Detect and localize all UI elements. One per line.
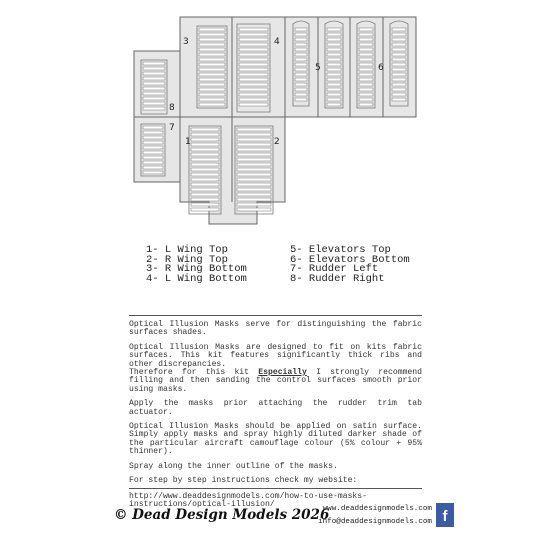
- mask-rib-stripe: [359, 63, 373, 66]
- mask-rib-stripe: [143, 136, 163, 139]
- mask-rib-stripe: [295, 93, 307, 96]
- mask-rib-stripe: [239, 98, 268, 101]
- mask-rib-stripe: [199, 93, 225, 96]
- divider-bottom: [129, 488, 422, 489]
- mask-rib-stripe: [143, 87, 165, 90]
- instruction-paragraph: For step by step instructions check my website:: [129, 476, 358, 486]
- mask-rib-stripe: [191, 188, 219, 191]
- mask-rib-stripe: [191, 203, 219, 206]
- instruction-text: I strongly recommend filling and then sanding the control surfaces smooth prior using masks.: [129, 368, 423, 394]
- mask-rib-stripe: [295, 53, 307, 56]
- mask-rib-stripe: [199, 73, 225, 76]
- mask-rib-stripe: [359, 83, 373, 86]
- mask-rib-stripe: [237, 173, 271, 176]
- mask-rib-stripe: [239, 63, 268, 66]
- mask-rib-stripe: [327, 103, 341, 106]
- mask-rib-stripe: [392, 73, 406, 76]
- mask-rib-stripe: [143, 151, 163, 154]
- mask-rib-stripe: [143, 67, 165, 70]
- mask-rib-stripe: [143, 107, 165, 110]
- brand-copyright: © Dead Design Models 2026: [114, 507, 330, 523]
- mask-rib-stripe: [327, 83, 341, 86]
- mask-rib-stripe: [191, 193, 219, 196]
- mask-rib-stripe: [237, 183, 271, 186]
- mask-rib-stripe: [295, 58, 307, 61]
- mask-rib-stripe: [143, 166, 163, 169]
- mask-rib-stripe: [327, 28, 341, 31]
- mask-rib-stripe: [392, 83, 406, 86]
- legend-item: 6- Elevators Bottom: [290, 253, 410, 266]
- mask-rib-stripe: [199, 58, 225, 61]
- mask-rib-stripe: [143, 146, 163, 149]
- mask-rib-stripe: [239, 58, 268, 61]
- legend-item: 7- Rudder Left: [290, 263, 379, 276]
- mask-rib-stripe: [143, 126, 163, 129]
- mask-rib-stripe: [327, 43, 341, 46]
- mask-rib-stripe: [359, 78, 373, 81]
- mask-rib-stripe: [359, 53, 373, 56]
- facebook-icon[interactable]: f: [436, 503, 454, 527]
- mask-rib-stripe: [143, 156, 163, 159]
- mask-rib-stripe: [327, 93, 341, 96]
- mask-rib-stripe: [327, 98, 341, 101]
- mask-rib-stripe: [143, 141, 163, 144]
- instruction-paragraph: Spray along the inner outline of the masks.: [129, 461, 338, 471]
- mask-rib-stripe: [359, 98, 373, 101]
- legend-column-right: [290, 246, 440, 284]
- panel-number-8: 8: [169, 103, 175, 113]
- legend-item: 3- R Wing Bottom: [146, 263, 247, 276]
- instruction-paragraph: [129, 344, 422, 394]
- mask-rib-stripe: [199, 83, 225, 86]
- mask-rib-stripe: [143, 92, 165, 95]
- mask-rib-stripe: [359, 88, 373, 91]
- mask-rib-stripe: [392, 63, 406, 66]
- mask-rib-stripe: [239, 78, 268, 81]
- mask-rib-stripe: [295, 33, 307, 36]
- mask-rib-stripe: [392, 78, 406, 81]
- mask-rib-stripe: [239, 28, 268, 31]
- mask-rib-stripe: [237, 203, 271, 206]
- instruction-paragraph: Optical Illusion Masks should be applied on satin surface. Simply apply masks and spray highly diluted darker shade of the particular aircraft camouflage colour (5% colour + 95% thinner).: [129, 422, 422, 457]
- legend-item: 8- Rudder Right: [290, 272, 385, 285]
- website-link[interactable]: www.deaddesignmodels.com: [322, 505, 432, 513]
- panel-number-2: 2: [274, 137, 280, 147]
- mask-rib-stripe: [392, 28, 406, 31]
- instructions-text: [129, 321, 422, 515]
- mask-rib-stripe: [392, 98, 406, 101]
- mask-rib-stripe: [295, 43, 307, 46]
- mask-rib-stripe: [359, 73, 373, 76]
- mask-rib-stripe: [295, 78, 307, 81]
- mask-rib-stripe: [237, 138, 271, 141]
- mask-rib-stripe: [239, 53, 268, 56]
- mask-rib-stripe: [295, 38, 307, 41]
- mask-rib-stripe: [295, 98, 307, 101]
- mask-rib-stripe: [239, 48, 268, 51]
- mask-rib-stripe: [199, 103, 225, 106]
- panel-number-3: 3: [183, 37, 189, 47]
- mask-rib-stripe: [143, 72, 165, 75]
- mask-rib-stripe: [191, 163, 219, 166]
- mask-rib-stripe: [199, 98, 225, 101]
- mask-rib-stripe: [191, 153, 219, 156]
- panel-number-6: 6: [378, 63, 384, 73]
- mask-rib-stripe: [191, 208, 219, 211]
- mask-rib-stripe: [359, 33, 373, 36]
- mask-rib-stripe: [295, 68, 307, 71]
- mask-rib-stripe: [359, 68, 373, 71]
- mask-rib-stripe: [392, 58, 406, 61]
- mask-rib-stripe: [237, 158, 271, 161]
- mask-rib-stripe: [359, 103, 373, 106]
- mask-rib-stripe: [327, 33, 341, 36]
- emphasis-text: Especially: [258, 368, 307, 378]
- mask-rib-stripe: [191, 158, 219, 161]
- mask-rib-stripe: [191, 133, 219, 136]
- mask-rib-stripe: [143, 62, 165, 65]
- mask-rib-stripe: [239, 103, 268, 106]
- mask-rib-stripe: [143, 171, 163, 174]
- mask-rib-stripe: [327, 73, 341, 76]
- mask-rib-stripe: [237, 178, 271, 181]
- mask-rib-stripe: [143, 161, 163, 164]
- mask-rib-stripe: [239, 43, 268, 46]
- mask-rib-stripe: [295, 73, 307, 76]
- mask-rib-stripe: [237, 148, 271, 151]
- mask-rib-stripe: [191, 168, 219, 171]
- mask-rib-stripe: [143, 102, 165, 105]
- mask-rib-stripe: [392, 38, 406, 41]
- mask-rib-stripe: [359, 93, 373, 96]
- mask-rib-stripe: [199, 38, 225, 41]
- mask-rib-stripe: [191, 178, 219, 181]
- mask-rib-stripe: [295, 28, 307, 31]
- mask-rib-stripe: [237, 168, 271, 171]
- mask-rib-stripe: [199, 68, 225, 71]
- mask-rib-stripe: [392, 48, 406, 51]
- mask-rib-stripe: [392, 53, 406, 56]
- legend-item: 5- Elevators Top: [290, 244, 391, 256]
- contact-block: [304, 503, 432, 529]
- panel-number-4: 4: [274, 37, 280, 47]
- mask-rib-stripe: [199, 33, 225, 36]
- mask-rib-stripe: [239, 73, 268, 76]
- mask-rib-stripe: [191, 128, 219, 131]
- mask-rib-stripe: [199, 78, 225, 81]
- mask-rib-stripe: [143, 97, 165, 100]
- mask-rib-stripe: [237, 198, 271, 201]
- mask-rib-stripe: [199, 48, 225, 51]
- mask-rib-stripe: [359, 28, 373, 31]
- mask-rib-stripe: [199, 28, 225, 31]
- mask-rib-stripe: [143, 131, 163, 134]
- panel-number-7: 7: [169, 123, 175, 133]
- panel-number-1: 1: [185, 137, 191, 147]
- mask-rib-stripe: [143, 82, 165, 85]
- mask-rib-stripe: [392, 88, 406, 91]
- mask-rib-stripe: [327, 63, 341, 66]
- instructions-link[interactable]: http://www.deaddesignmodels.com/how-to-use-masks-instructions/optical-illusion/: [129, 491, 367, 509]
- mask-rib-stripe: [191, 143, 219, 146]
- mask-rib-stripe: [327, 78, 341, 81]
- mask-rib-stripe: [392, 43, 406, 46]
- mask-rib-stripe: [359, 58, 373, 61]
- mask-rib-stripe: [239, 88, 268, 91]
- mask-sheet-diagram: [133, 16, 423, 228]
- mask-rib-stripe: [239, 38, 268, 41]
- mask-rib-stripe: [295, 63, 307, 66]
- mask-rib-stripe: [191, 148, 219, 151]
- mask-rib-stripe: [199, 53, 225, 56]
- mask-rib-stripe: [199, 88, 225, 91]
- mask-rib-stripe: [191, 138, 219, 141]
- legend-item: 1- L Wing Top: [146, 244, 228, 256]
- mask-rib-stripe: [392, 93, 406, 96]
- legend-item: 4- L Wing Bottom: [146, 272, 247, 285]
- mask-rib-stripe: [143, 77, 165, 80]
- instruction-paragraph: Apply the masks prior attaching the rudder trim tab actuator.: [129, 399, 422, 417]
- mask-rib-stripe: [327, 58, 341, 61]
- panel-number-5: 5: [315, 63, 321, 73]
- mask-rib-stripe: [295, 88, 307, 91]
- mask-rib-stripe: [327, 53, 341, 56]
- mask-rib-stripe: [239, 83, 268, 86]
- instruction-text: Therefore for this kit: [129, 368, 259, 378]
- email-link[interactable]: info@deaddesignmodels.com: [318, 518, 432, 526]
- instruction-text: Optical Illusion Masks are designed to fit on kits fabric surfaces. This kit features significantly thick ribs and other discrepancies.: [129, 342, 422, 369]
- mask-rib-stripe: [237, 128, 271, 131]
- mask-rib-stripe: [327, 88, 341, 91]
- mask-rib-stripe: [359, 43, 373, 46]
- mask-rib-stripe: [191, 173, 219, 176]
- mask-rib-stripe: [237, 188, 271, 191]
- legend-item: 2- R Wing Top: [146, 253, 228, 266]
- mask-rib-stripe: [295, 48, 307, 51]
- mask-rib-stripe: [392, 68, 406, 71]
- mask-rib-stripe: [199, 43, 225, 46]
- mask-rib-stripe: [237, 133, 271, 136]
- mask-rib-stripe: [327, 48, 341, 51]
- mask-rib-stripe: [327, 68, 341, 71]
- mask-rib-stripe: [237, 208, 271, 211]
- mask-rib-stripe: [237, 163, 271, 166]
- divider-top: [129, 315, 422, 316]
- legend-column-left: [146, 246, 296, 284]
- mask-rib-stripe: [191, 198, 219, 201]
- mask-rib-stripe: [359, 38, 373, 41]
- mask-rib-stripe: [239, 33, 268, 36]
- mask-rib-stripe: [359, 48, 373, 51]
- mask-rib-stripe: [327, 38, 341, 41]
- mask-rib-stripe: [191, 183, 219, 186]
- instruction-paragraph: Optical Illusion Masks serve for distinguishing the fabric surfaces shades.: [129, 320, 422, 338]
- mask-rib-stripe: [237, 193, 271, 196]
- mask-rib-stripe: [199, 63, 225, 66]
- mask-rib-stripe: [295, 83, 307, 86]
- mask-rib-stripe: [237, 153, 271, 156]
- mask-rib-stripe: [239, 68, 268, 71]
- mask-rib-stripe: [392, 33, 406, 36]
- mask-rib-stripe: [237, 143, 271, 146]
- mask-rib-stripe: [239, 93, 268, 96]
